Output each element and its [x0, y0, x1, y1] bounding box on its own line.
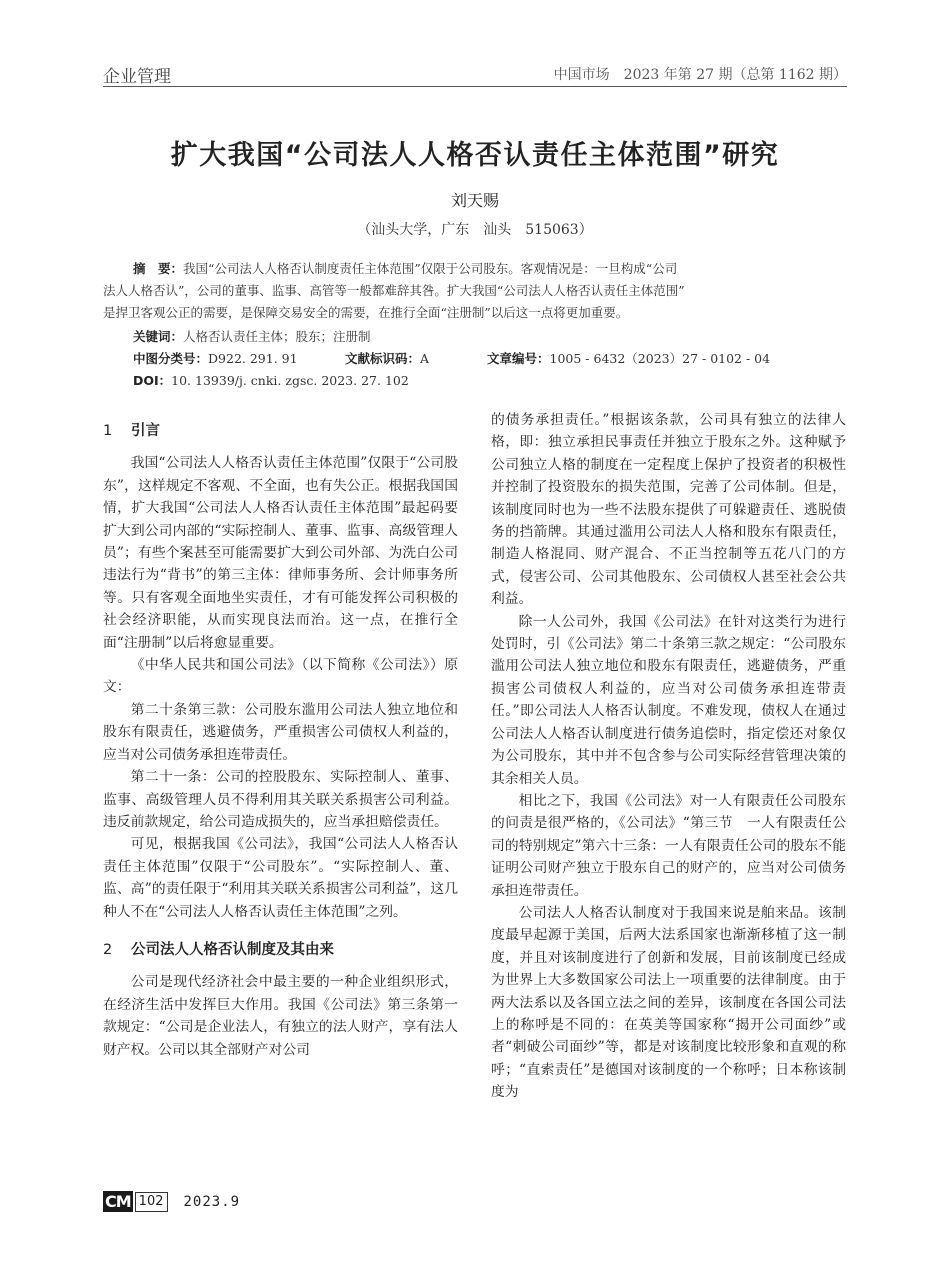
journal-section: 企业管理 [103, 67, 171, 87]
keywords-row [133, 326, 847, 348]
journal-logo: CM [105, 1192, 131, 1211]
keywords: 人格否认责任主体；股东；注册制 [183, 329, 371, 344]
issue-date: 2023.9 [183, 1193, 241, 1210]
paragraph: 除一人公司外，我国《公司法》在针对这类行为进行处罚时，引《公司法》第二十条第三款之规定：“公司股东滥用公司法人独立地位和股东有限责任，逃避债务，严重损害公司债权人利益的，应当对公司债务承担连带责任。”即公司法人人格否认制度。不难发现，债权人在通过公司法人人格否认制度进行债务追偿时，指定偿还对象仅为公司股东，其中并不包含参与公司实际经营管理决策的其余相关人员。 [491, 613, 846, 787]
paragraph-continued: 的债务承担责任。”根据该条款，公司具有独立的法律人格，即：独立承担民事责任并独立于股东之外。这种赋予公司独立人格的制度在一定程度上保护了投资者的积极性并控制了投资股东的损失范围，完善了公司体制。但是，该制度同时也为一些不法股东提供了可躲避责任、逃脱债务的挡箭牌。其通过滥用公司法人人格和股东有限责任，制造人格混同、财产混合、不正当控制等五花八门的方式，侵害公司、公司其他股东、公司债权人甚至社会公共利益。 [491, 412, 846, 608]
keywords-label: 关键词： [133, 329, 184, 344]
doi-row [133, 370, 847, 392]
section-title: 引言 [131, 423, 160, 439]
classification-row [133, 348, 847, 370]
abstract [103, 258, 847, 324]
abstract-label: 摘 要： [133, 261, 184, 276]
doi-label: DOI： [133, 373, 172, 388]
doc-code: A [420, 351, 430, 366]
clc-label: 中图分类号： [133, 351, 209, 366]
abstract-text-line-1: 我国“公司法人人格否认制度责任主体范围”仅限于公司股东。客观情况是：一旦构成“公司 [183, 261, 678, 276]
paragraph: 第二十条第三款：公司股东滥用公司法人独立地位和股东有限责任，逃避债务，严重损害公司债权人利益的，应当对公司债务承担连带责任。 [103, 701, 458, 763]
section-number: 2 [103, 941, 113, 958]
left-column [103, 404, 458, 1061]
abstract-text-line-3: 是捍卫客观公正的需要，是保障交易安全的需要，在推行全面“注册制”以后这一点将更加重要。 [103, 305, 629, 320]
header-divider [103, 86, 847, 87]
right-column [491, 409, 846, 1104]
doc-code-label: 文献标识码： [345, 351, 421, 366]
article-no-label: 文章编号： [487, 351, 550, 366]
author-affiliation: （汕头大学，广东 汕头 515063） [357, 222, 593, 238]
abstract-text-line-2: 法人人格否认”，公司的董事、监事、高管等一般都难辞其咎。扩大我国“公司法人人格否认责任主体范围” [103, 283, 685, 298]
section-title: 公司法人人格否认制度及其由来 [131, 941, 334, 958]
page-footer [103, 1191, 240, 1212]
article-title: 扩大我国“公司法人人格否认责任主体范围”研究 [170, 140, 780, 171]
article-author: 刘天赐 [450, 191, 499, 210]
page-number: 102 [135, 1192, 168, 1212]
article-number: 1005 - 6432（2023）27 - 0102 - 04 [549, 351, 771, 366]
paragraph: 《中华人民共和国公司法》（以下简称《公司法》）原文： [103, 657, 458, 696]
paragraph: 相比之下，我国《公司法》对一人有限责任公司股东的问责是很严格的，《公司法》“第三节 一人有限责任公司的特别规定”第六十三条：一人有限责任公司的股东不能证明公司财产独立于股东自己的财产的，应当对公司债务承担连带责任。 [491, 792, 846, 899]
journal-issue-info: 中国市场 2023 年第 27 期（总第 1162 期） [553, 67, 847, 83]
section-number: 1 [103, 423, 113, 439]
section-heading-2 [103, 939, 458, 961]
paragraph: 公司法人人格否认制度对于我国来说是舶来品。该制度最早起源于美国，后两大法系国家也渐渐移植了这一制度，并且对该制度进行了创新和发展，目前该制度已经成为世界上大多数国家公司法上一项重要的法律制度。由于两大法系以及各国立法之间的差异，该制度在各国公司法上的称呼是不同的：在英美等国家称“揭开公司面纱”或者“刺破公司面纱”等，都是对该制度比较形象和直观的称呼；“直索责任”是德国对该制度的一个称呼；日本称该制度为 [491, 904, 846, 1101]
paragraph: 我国“公司法人人格否认责任主体范围”仅限于“公司股东”，这样规定不客观、不全面，也有失公正。根据我国国情，扩大我国“公司法人人格否认责任主体范围”最起码要扩大到公司内部的“实际控制人、董事、监事、高级管理人员”；有些个案甚至可能需要扩大到公司外部、为洗白公司违法行为“背书”的第三主体：律师事务所、会计师事务所等。只有客观全面地坐实责任，才有可能发挥公司积极的社会经济职能，从而实现良法而治。这一点，在推行全面“注册制”以后将愈显重要。 [103, 455, 458, 651]
paragraph: 公司是现代经济社会中最主要的一种企业组织形式，在经济生活中发挥巨大作用。我国《公司法》第三条第一款规定：“公司是企业法人，有独立的法人财产，享有法人财产权。公司以其全部财产对公司 [103, 974, 458, 1058]
article-metadata [133, 326, 847, 392]
paragraph: 可见，根据我国《公司法》，我国“公司法人人格否认责任主体范围”仅限于“公司股东”。“实际控制人、董、监、高”的责任限于“利用其关联关系损害公司利益”，这几种人不在“公司法人人格否认责任主体范围”之列。 [103, 836, 458, 920]
clc-number: D922. 291. 91 [208, 351, 298, 366]
paragraph: 第二十一条：公司的控股股东、实际控制人、董事、监事、高级管理人员不得利用其关联关系损害公司利益。违反前款规定，给公司造成损失的，应当承担赔偿责任。 [103, 769, 458, 830]
doi: 10. 13939/j. cnki. zgsc. 2023. 27. 102 [171, 373, 409, 388]
section-heading-1 [103, 420, 458, 442]
